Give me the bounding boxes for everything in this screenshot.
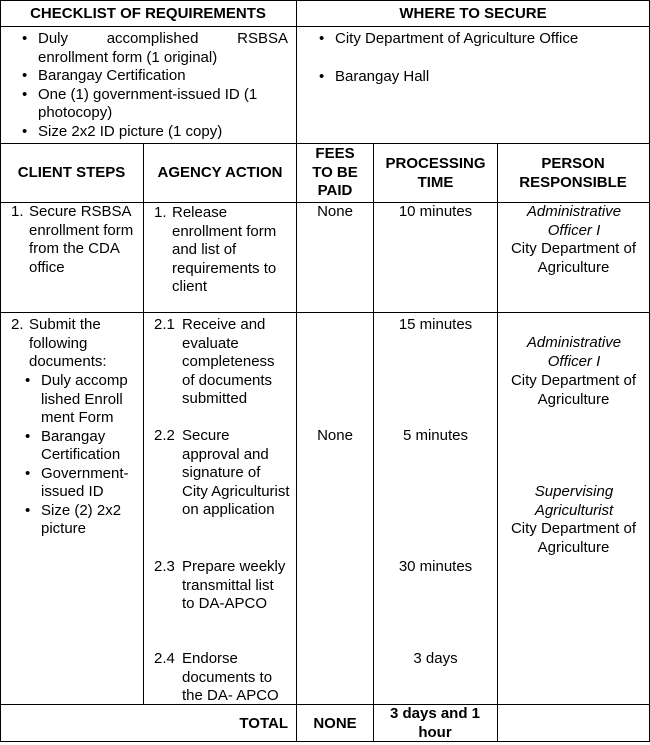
person-title: Administrative Officer I <box>526 203 622 239</box>
where-item: • City Department of Agriculture Office <box>335 30 635 49</box>
col-header-time: PROCESSING TIME <box>385 155 486 191</box>
agency-action-text: Prepare weekly transmittal list to DA-APCO <box>182 558 286 612</box>
client-documents-list <box>41 372 135 539</box>
client-document-item: • Duly accomplished Enrollment Form <box>41 372 131 428</box>
col-header-person: PERSON RESPONSIBLE <box>519 155 627 191</box>
checklist-header: CHECKLIST OF REQUIREMENTS <box>30 5 266 22</box>
requirement-item: • Barangay Certification <box>38 67 288 86</box>
time-value: 15 minutes <box>398 316 473 333</box>
time-value: 30 minutes <box>398 558 473 575</box>
where-header: WHERE TO SECURE <box>399 5 547 22</box>
col-header-agency-action: AGENCY ACTION <box>157 164 283 181</box>
rule <box>0 704 650 705</box>
rule <box>497 143 498 741</box>
total-fee: NONE <box>313 715 357 732</box>
rule <box>0 0 650 1</box>
rule <box>0 741 650 742</box>
client-step-text: Submit the following documents: <box>29 316 107 370</box>
action-number: 2.3 <box>154 558 175 575</box>
rule <box>0 0 1 742</box>
requirement-item: • One (1) government-issued ID (1 photocopy) <box>38 86 260 123</box>
action-number: 2.2 <box>154 427 175 444</box>
client-document-item: • Barangay Certification <box>41 428 135 465</box>
fee-value: None <box>317 203 353 220</box>
client-document-item: • Government-issued ID <box>41 465 135 502</box>
where-item: • Barangay Hall <box>335 68 635 87</box>
person-office: City Department of Agriculture <box>510 372 637 408</box>
agency-action-text: Secure approval and signature of City Agriculturist on application <box>182 427 290 518</box>
step-number: 1. <box>11 203 24 220</box>
agency-action-text: Release enrollment form and list of requirements to client <box>172 204 277 295</box>
col-header-fees: FEES TO BE PAID <box>312 145 358 199</box>
action-number: 1. <box>154 204 167 221</box>
agency-action-text: Receive and evaluate completeness of documents submitted <box>182 316 275 407</box>
total-label: TOTAL <box>239 715 288 732</box>
rule <box>0 312 650 313</box>
time-value: 3 days <box>413 650 458 667</box>
person-office: City Department of Agriculture <box>510 520 637 556</box>
fee-value: None <box>317 427 353 444</box>
person-title: Supervising Agriculturist <box>534 483 614 519</box>
requirements-list <box>38 30 288 141</box>
person-title: Administrative Officer I <box>526 334 622 370</box>
total-time: 3 days and 1 hour <box>389 705 481 741</box>
action-number: 2.1 <box>154 316 175 333</box>
col-header-client-steps: CLIENT STEPS <box>17 164 126 181</box>
rule <box>0 143 650 144</box>
agency-action-text: Endorse documents to the DA- APCO <box>182 650 279 704</box>
person-office: City Department of Agriculture <box>510 240 637 276</box>
rule <box>0 26 650 27</box>
where-list <box>335 30 635 86</box>
client-step-text: Secure RSBSA enrollment form from the CDA office <box>29 203 134 276</box>
client-document-item: • Size (2) 2x2 picture <box>41 502 135 539</box>
action-number: 2.4 <box>154 650 175 667</box>
step-number: 2. <box>11 316 24 333</box>
time-value: 10 minutes <box>398 203 473 220</box>
time-value: 5 minutes <box>402 427 469 444</box>
requirement-item: • Size 2x2 ID picture (1 copy) <box>38 123 288 142</box>
rule <box>143 143 144 704</box>
requirement-item: • Duly accomplished RSBSA enrollment form (1 original) <box>38 30 288 67</box>
